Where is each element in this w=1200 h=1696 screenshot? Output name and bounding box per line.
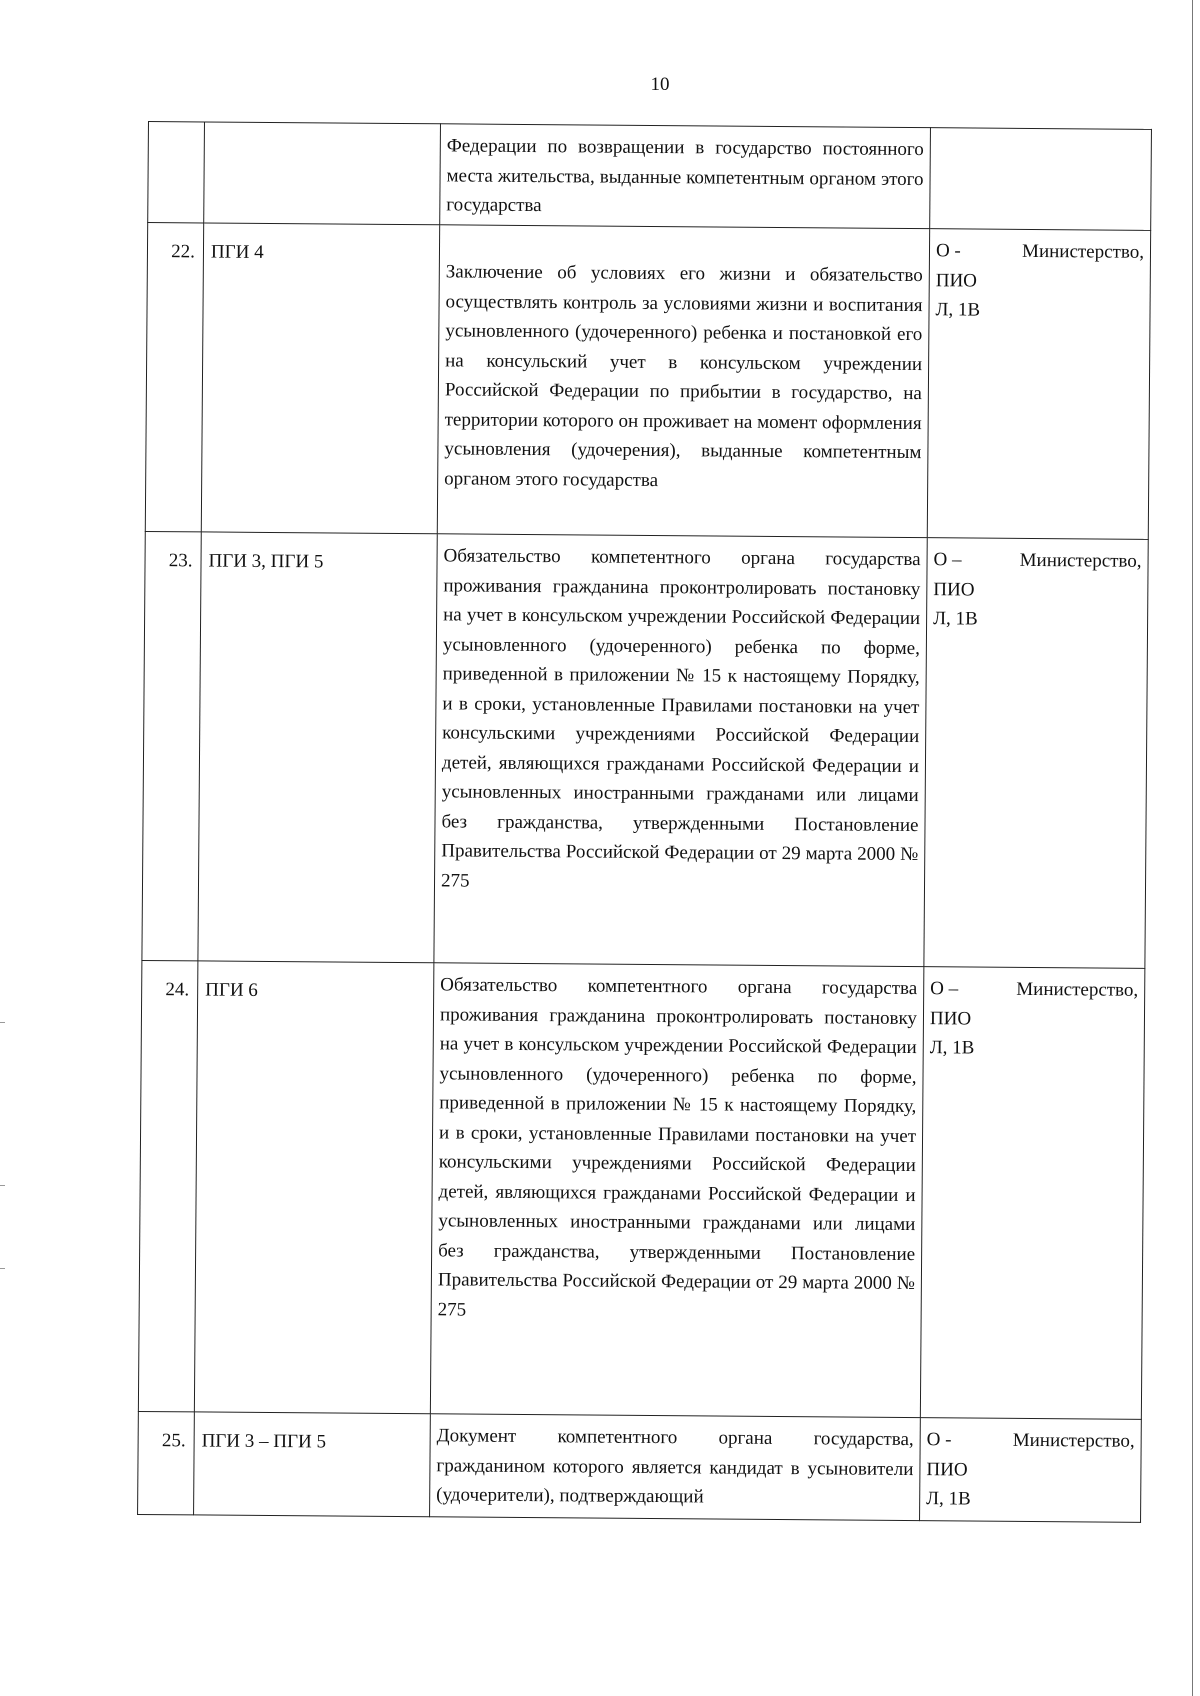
scan-edge-mark [0, 1022, 5, 1023]
table-row [138, 960, 1145, 1419]
row-code [204, 122, 441, 225]
responsible-ministry: Министерство, [1022, 240, 1145, 263]
scan-edge-line [1192, 0, 1193, 1696]
responsible-marker: О - [926, 1429, 952, 1451]
responsible-marker: О – [933, 549, 962, 571]
row-number: 24. [138, 960, 198, 1411]
row-responsible [930, 128, 1152, 231]
scan-edge-mark [0, 1185, 5, 1186]
table-row [142, 531, 1148, 968]
row-code: ПГИ 4 [201, 223, 439, 534]
row-number: 23. [142, 531, 201, 960]
scan-edge-mark [0, 1268, 5, 1269]
responsible-code: Л, 1В [929, 1037, 975, 1059]
responsible-marker: О - [935, 240, 961, 262]
responsible-ministry: Министерство, [1019, 549, 1142, 572]
row-responsible [920, 1418, 1142, 1523]
responsible-ministry: Министерство, [1012, 1429, 1135, 1452]
row-number: 22. [145, 223, 203, 532]
row-code: ПГИ 6 [194, 961, 434, 1414]
responsible-pio: ПИО [935, 269, 978, 292]
responsible-pio: ПИО [933, 578, 975, 601]
row-document-text [437, 225, 929, 538]
responsible-ministry: Министерство, [1016, 978, 1139, 1001]
responsible-code: Л, 1В [926, 1488, 971, 1510]
row-document-text: Обязательство компетентного органа государства проживания гражданина проконтролировать постановку на учет в консульском учреждении Российской Федерации усыновленного (удочеренного) ребенка по форме, приведенной в приложении № 15 к настоящему Порядку, и в сроки, установленные Правилами постановки на учет консульскими учреждениями Российской Федерации детей, являющихся гражданами Российской Федерации и усыновленных иностранными гражданами или лицами без гражданства, утвержденными Постановление Правительства Российской Федерации от 29 марта 2000 № 275 [434, 534, 927, 967]
table-row [145, 223, 1150, 540]
row-document-text: Документ компетентного органа государства, гражданином которого является кандидат в усыновители (удочерители), подтверждающий [430, 1414, 921, 1521]
table-row [138, 1411, 1142, 1522]
responsible-marker: О – [930, 978, 959, 1000]
row-code: ПГИ 3 – ПГИ 5 [194, 1412, 431, 1517]
row-number [148, 122, 205, 223]
row-document-text-content: Заключение об условиях его жизни и обязательство осуществлять контроль за условиями жизни и воспитания усыновленного (удочеренного) ребенка и постановкой его на консульский учет в консульском учреждении Российской Федерации по прибытии в государство, на территории которого он проживает на момент оформления усыновления (удочерения), выданные компетентным органом этого государства [444, 261, 923, 491]
table-row [148, 122, 1152, 231]
responsible-pio: ПИО [929, 1007, 972, 1029]
row-code: ПГИ 3, ПГИ 5 [198, 532, 437, 963]
row-number: 25. [138, 1411, 195, 1514]
row-document-text: Обязательство компетентного органа государства проживания гражданина проконтролировать постановку на учет в консульском учреждении Российской Федерации усыновленного (удочеренного) ребенка по форме, приведенной в приложении № 15 к настоящему Порядку, и в сроки, установленные Правилами постановки на учет консульскими учреждениями Российской Федерации детей, являющихся гражданами Российской Федерации и усыновленных иностранными гражданами или лицами без гражданства, утвержденными Постановление Правительства Российской Федерации от 29 марта 2000 № 275 [430, 963, 924, 1418]
responsible-code: Л, 1В [933, 608, 978, 630]
row-document-text: Федерации по возвращении в государство постоянного места жительства, выданные компетентным органом этого государства [440, 124, 931, 229]
row-responsible [920, 967, 1145, 1420]
row-responsible [927, 229, 1150, 540]
row-responsible [924, 538, 1148, 969]
responsible-line [930, 974, 1138, 1005]
documents-table [137, 121, 1152, 1523]
page-number: 10 [650, 74, 670, 95]
responsible-line [933, 545, 1141, 576]
responsible-line [927, 1425, 1135, 1456]
responsible-pio: ПИО [926, 1458, 968, 1480]
responsible-line [936, 236, 1144, 267]
responsible-code: Л, 1В [935, 299, 981, 321]
